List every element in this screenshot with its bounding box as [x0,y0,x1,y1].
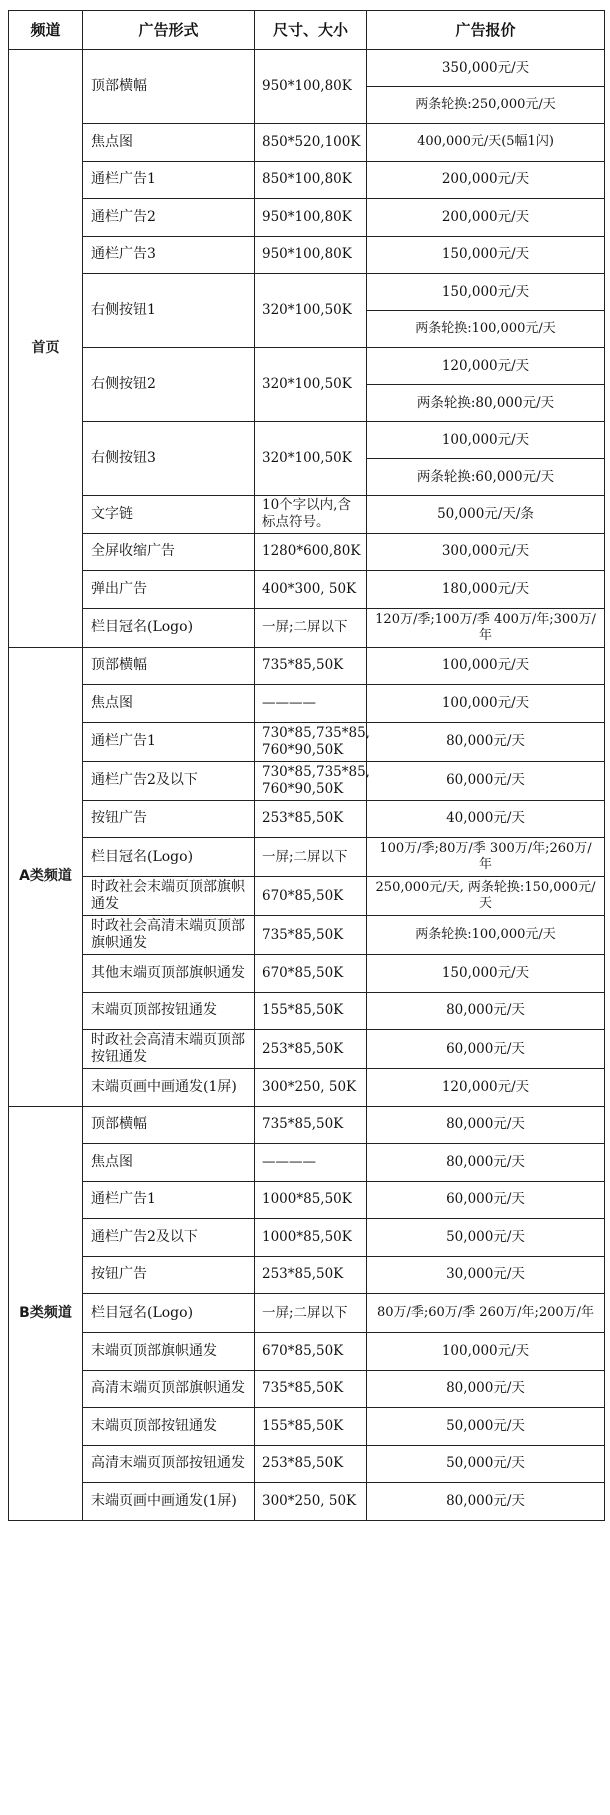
format-cell: 右侧按钮2 [83,348,255,422]
size-cell: 950*100,80K [255,236,367,274]
table-row [9,800,605,838]
table-row [9,496,605,534]
size-cell: 155*85,50K [255,992,367,1030]
format-cell: 通栏广告2 [83,199,255,237]
format-cell: 通栏广告1 [83,1181,255,1219]
size-cell: 950*100,80K [255,199,367,237]
table-row [9,161,605,199]
price-cell: 80,000元/天 [367,1144,605,1182]
price-cell: 50,000元/天 [367,1219,605,1257]
ad-price-table [8,10,605,1521]
price-cell: 80,000元/天 [367,1106,605,1144]
size-cell: 253*85,50K [255,1256,367,1294]
size-cell: 300*250, 50K [255,1483,367,1521]
price-cell: 100万/季;80万/季 300万/年;260万/年 [367,838,605,877]
price-cell: 80,000元/天 [367,992,605,1030]
size-cell: 320*100,50K [255,274,367,348]
format-cell: 通栏广告1 [83,722,255,761]
price-cell: 150,000元/天 [367,274,605,311]
format-cell: 时政社会高清末端页顶部按钮通发 [83,1030,255,1069]
table-row [9,1219,605,1257]
table-row [9,608,605,647]
price-cell: 60,000元/天 [367,1030,605,1069]
price-cell: 150,000元/天 [367,236,605,274]
price-cell: 300,000元/天 [367,533,605,571]
format-cell: 全屏收缩广告 [83,533,255,571]
format-cell: 通栏广告2及以下 [83,761,255,800]
table-row [9,916,605,955]
table-row [9,877,605,916]
price-cell: 100,000元/天 [367,1333,605,1371]
table-row [9,199,605,237]
format-cell: 右侧按钮3 [83,422,255,496]
header-channel: 频道 [9,11,83,50]
size-cell: 1280*600,80K [255,533,367,571]
size-cell: 670*85,50K [255,1333,367,1371]
table-row [9,124,605,162]
table-row [9,1256,605,1294]
format-cell: 时政社会末端页顶部旗帜通发 [83,877,255,916]
format-cell: 末端页画中画通发(1屏) [83,1069,255,1107]
price-cell: 120万/季;100万/季 400万/年;300万/年 [367,608,605,647]
table-row [9,50,605,87]
price-cell: 两条轮换:100,000元/天 [367,916,605,955]
price-cell: 两条轮换:60,000元/天 [367,459,605,496]
size-cell: 850*520,100K [255,124,367,162]
price-cell: 两条轮换:250,000元/天 [367,87,605,124]
price-cell: 30,000元/天 [367,1256,605,1294]
format-cell: 通栏广告1 [83,161,255,199]
format-cell: 焦点图 [83,124,255,162]
table-row [9,1333,605,1371]
table-row [9,955,605,993]
price-cell: 80,000元/天 [367,1370,605,1408]
format-cell: 时政社会高清末端页顶部旗帜通发 [83,916,255,955]
size-cell: 10个字以内,含标点符号。 [255,496,367,534]
table-row [9,1294,605,1333]
price-cell: 80,000元/天 [367,1483,605,1521]
format-cell: 右侧按钮1 [83,274,255,348]
size-cell: 253*85,50K [255,800,367,838]
price-cell: 80万/季;60万/季 260万/年;200万/年 [367,1294,605,1333]
format-cell: 栏目冠名(Logo) [83,608,255,647]
channel-cell: 首页 [9,50,83,648]
price-cell: 两条轮换:80,000元/天 [367,385,605,422]
table-row [9,761,605,800]
size-cell: 850*100,80K [255,161,367,199]
price-cell: 200,000元/天 [367,161,605,199]
format-cell: 栏目冠名(Logo) [83,1294,255,1333]
size-cell: 735*85,50K [255,1370,367,1408]
price-cell: 60,000元/天 [367,1181,605,1219]
header-format: 广告形式 [83,11,255,50]
table-row [9,1106,605,1144]
format-cell: 顶部横幅 [83,1106,255,1144]
size-cell: 320*100,50K [255,422,367,496]
format-cell: 通栏广告3 [83,236,255,274]
price-cell: 50,000元/天 [367,1445,605,1483]
format-cell: 高清末端页顶部按钮通发 [83,1445,255,1483]
price-cell: 100,000元/天 [367,647,605,685]
price-cell: 400,000元/天(5幅1闪) [367,124,605,162]
channel-cell: B类频道 [9,1106,83,1520]
price-cell: 60,000元/天 [367,761,605,800]
table-row [9,1181,605,1219]
table-row [9,992,605,1030]
price-cell: 250,000元/天, 两条轮换:150,000元/天 [367,877,605,916]
size-cell: 400*300, 50K [255,571,367,609]
size-cell: 670*85,50K [255,877,367,916]
table-row [9,533,605,571]
table-row [9,422,605,459]
channel-cell: A类频道 [9,647,83,1106]
size-cell: 730*85,735*85, 760*90,50K [255,722,367,761]
size-cell: ———— [255,1144,367,1182]
table-row [9,722,605,761]
size-cell: 730*85,735*85, 760*90,50K [255,761,367,800]
format-cell: 顶部横幅 [83,50,255,124]
header-row [9,11,605,50]
table-row [9,274,605,311]
format-cell: 文字链 [83,496,255,534]
format-cell: 焦点图 [83,1144,255,1182]
format-cell: 按钮广告 [83,1256,255,1294]
price-cell: 两条轮换:100,000元/天 [367,311,605,348]
price-cell: 50,000元/天 [367,1408,605,1446]
table-row [9,838,605,877]
table-row [9,1030,605,1069]
header-size: 尺寸、大小 [255,11,367,50]
table-row [9,647,605,685]
table-row [9,1483,605,1521]
table-row [9,236,605,274]
size-cell: 1000*85,50K [255,1181,367,1219]
format-cell: 通栏广告2及以下 [83,1219,255,1257]
size-cell: ———— [255,685,367,723]
format-cell: 焦点图 [83,685,255,723]
price-cell: 100,000元/天 [367,422,605,459]
size-cell: 735*85,50K [255,916,367,955]
size-cell: 253*85,50K [255,1030,367,1069]
price-cell: 200,000元/天 [367,199,605,237]
format-cell: 顶部横幅 [83,647,255,685]
table-row [9,1370,605,1408]
price-cell: 80,000元/天 [367,722,605,761]
size-cell: 253*85,50K [255,1445,367,1483]
size-cell: 320*100,50K [255,348,367,422]
table-row [9,685,605,723]
size-cell: 735*85,50K [255,1106,367,1144]
format-cell: 末端页顶部旗帜通发 [83,1333,255,1371]
table-row [9,1069,605,1107]
format-cell: 其他末端页顶部旗帜通发 [83,955,255,993]
format-cell: 高清末端页顶部旗帜通发 [83,1370,255,1408]
size-cell: 一屏;二屏以下 [255,838,367,877]
price-cell: 40,000元/天 [367,800,605,838]
table-row [9,571,605,609]
format-cell: 栏目冠名(Logo) [83,838,255,877]
price-cell: 100,000元/天 [367,685,605,723]
size-cell: 1000*85,50K [255,1219,367,1257]
format-cell: 末端页顶部按钮通发 [83,1408,255,1446]
price-cell: 350,000元/天 [367,50,605,87]
size-cell: 300*250, 50K [255,1069,367,1107]
price-cell: 120,000元/天 [367,1069,605,1107]
price-cell: 50,000元/天/条 [367,496,605,534]
header-price: 广告报价 [367,11,605,50]
format-cell: 末端页顶部按钮通发 [83,992,255,1030]
size-cell: 950*100,80K [255,50,367,124]
price-cell: 150,000元/天 [367,955,605,993]
size-cell: 670*85,50K [255,955,367,993]
size-cell: 155*85,50K [255,1408,367,1446]
format-cell: 按钮广告 [83,800,255,838]
table-row [9,1144,605,1182]
size-cell: 一屏;二屏以下 [255,608,367,647]
price-cell: 180,000元/天 [367,571,605,609]
size-cell: 一屏;二屏以下 [255,1294,367,1333]
size-cell: 735*85,50K [255,647,367,685]
format-cell: 末端页画中画通发(1屏) [83,1483,255,1521]
table-row [9,1445,605,1483]
price-cell: 120,000元/天 [367,348,605,385]
format-cell: 弹出广告 [83,571,255,609]
table-row [9,1408,605,1446]
table-row [9,348,605,385]
